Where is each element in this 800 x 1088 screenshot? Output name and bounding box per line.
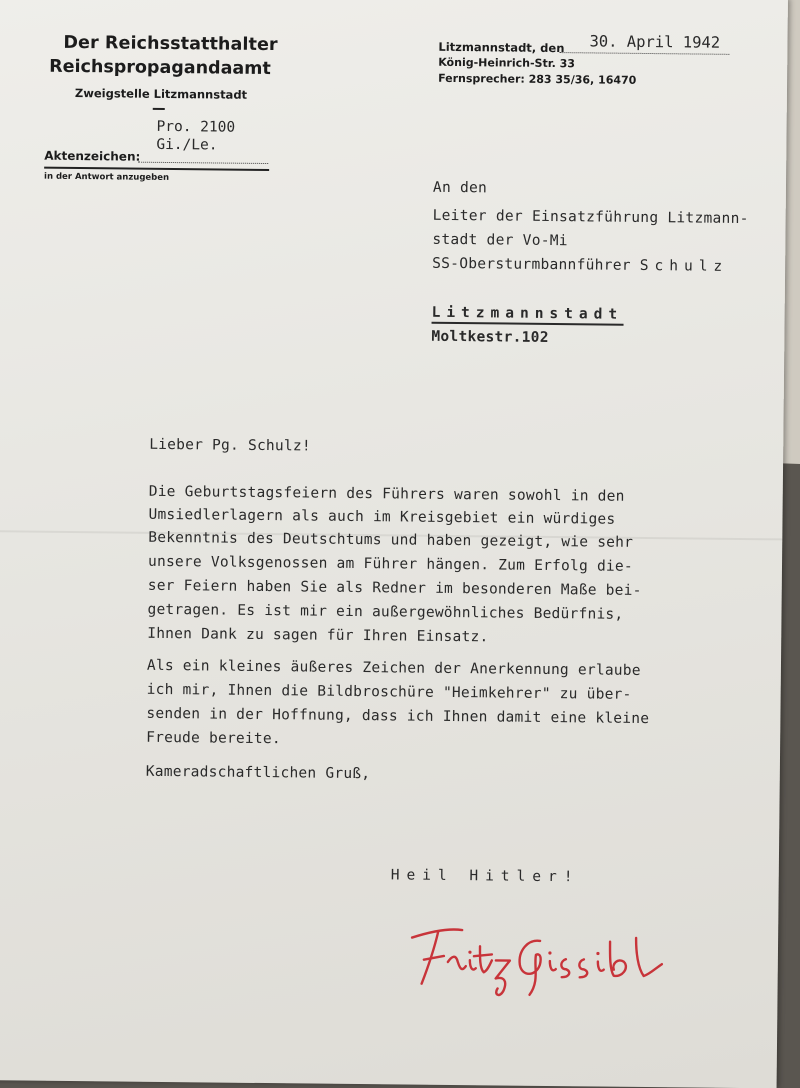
file-reference-label: Aktenzeichen: — [44, 148, 141, 164]
recipient-street: Moltkestr.102 — [431, 328, 549, 346]
sender-street: König-Heinrich-Str. 33 — [438, 55, 576, 71]
recipient-rank: SS-Obersturmbannführer — [432, 255, 631, 274]
reference-initials: Gi./Le. — [156, 136, 218, 154]
reference-number: Pro. 2100 — [156, 118, 236, 136]
recipient-line1: Leiter der Einsatzführung Litzmann- — [432, 207, 749, 228]
place-label: Litzmannstadt, den — [438, 39, 565, 56]
body-line: Freude bereite. — [146, 729, 281, 748]
recipient-city-text: Litzmannstadt — [432, 305, 624, 326]
letterhead-org-line1: Der Reichsstatthalter — [63, 32, 278, 56]
closing: Heil Hitler! — [390, 867, 580, 886]
body-line: Ihnen Dank zu sagen für Ihren Einsatz. — [147, 625, 489, 646]
body-line: Umsiedlerlagern als auch im Kreisgebiet ein würdiges — [148, 506, 616, 528]
body-line: senden in der Hoffnung, dass ich Ihnen damit eine kleine — [146, 705, 650, 728]
recipient-name: Schulz — [639, 257, 729, 275]
body-line: ser Feiern haben Sie als Redner im besonderen Maße bei- — [147, 577, 642, 599]
file-reference-rule — [44, 167, 269, 171]
body-line: ich mir, Ihnen die Bildbroschüre "Heimkehrer" zu über- — [146, 681, 632, 703]
file-reference-dotted-line — [138, 162, 268, 164]
date-dotted-line — [559, 52, 729, 55]
recipient-city — [432, 305, 624, 323]
letterhead-divider — [153, 108, 165, 110]
file-reference-note: in der Antwort anzugeben — [43, 171, 170, 183]
body-line: Bekenntnis des Deutschtums und haben gezeigt, wie sehr — [148, 529, 634, 551]
recipient-line2: stadt der Vo-Mi — [432, 231, 568, 250]
body-line: unsere Volksgenossen am Führer hängen. Zum Erfolg die- — [147, 553, 633, 575]
sender-phone: Fernsprecher: 283 35/36, 16470 — [438, 71, 637, 87]
recipient-intro: An den — [432, 179, 488, 197]
handwritten-signature — [399, 909, 700, 1002]
greeting: Lieber Pg. Schulz! — [149, 436, 311, 455]
regards: Kameradschaftlichen Gruß, — [145, 763, 371, 783]
recipient-line3 — [432, 256, 728, 275]
letter-date: 30. April 1942 — [589, 32, 721, 52]
body-line: getragen. Es ist mir ein außergewöhnliches Bedürfnis, — [147, 601, 624, 623]
body-line: Als ein kleines äußeres Zeichen der Anerkennung erlaube — [146, 657, 641, 679]
letterhead-org-line2: Reichspropagandaamt — [49, 56, 271, 80]
letterhead-branch: Zweigstelle Litzmannstadt — [74, 86, 248, 102]
body-line: Die Geburtstagsfeiern des Führers waren sowohl in den — [148, 483, 625, 505]
